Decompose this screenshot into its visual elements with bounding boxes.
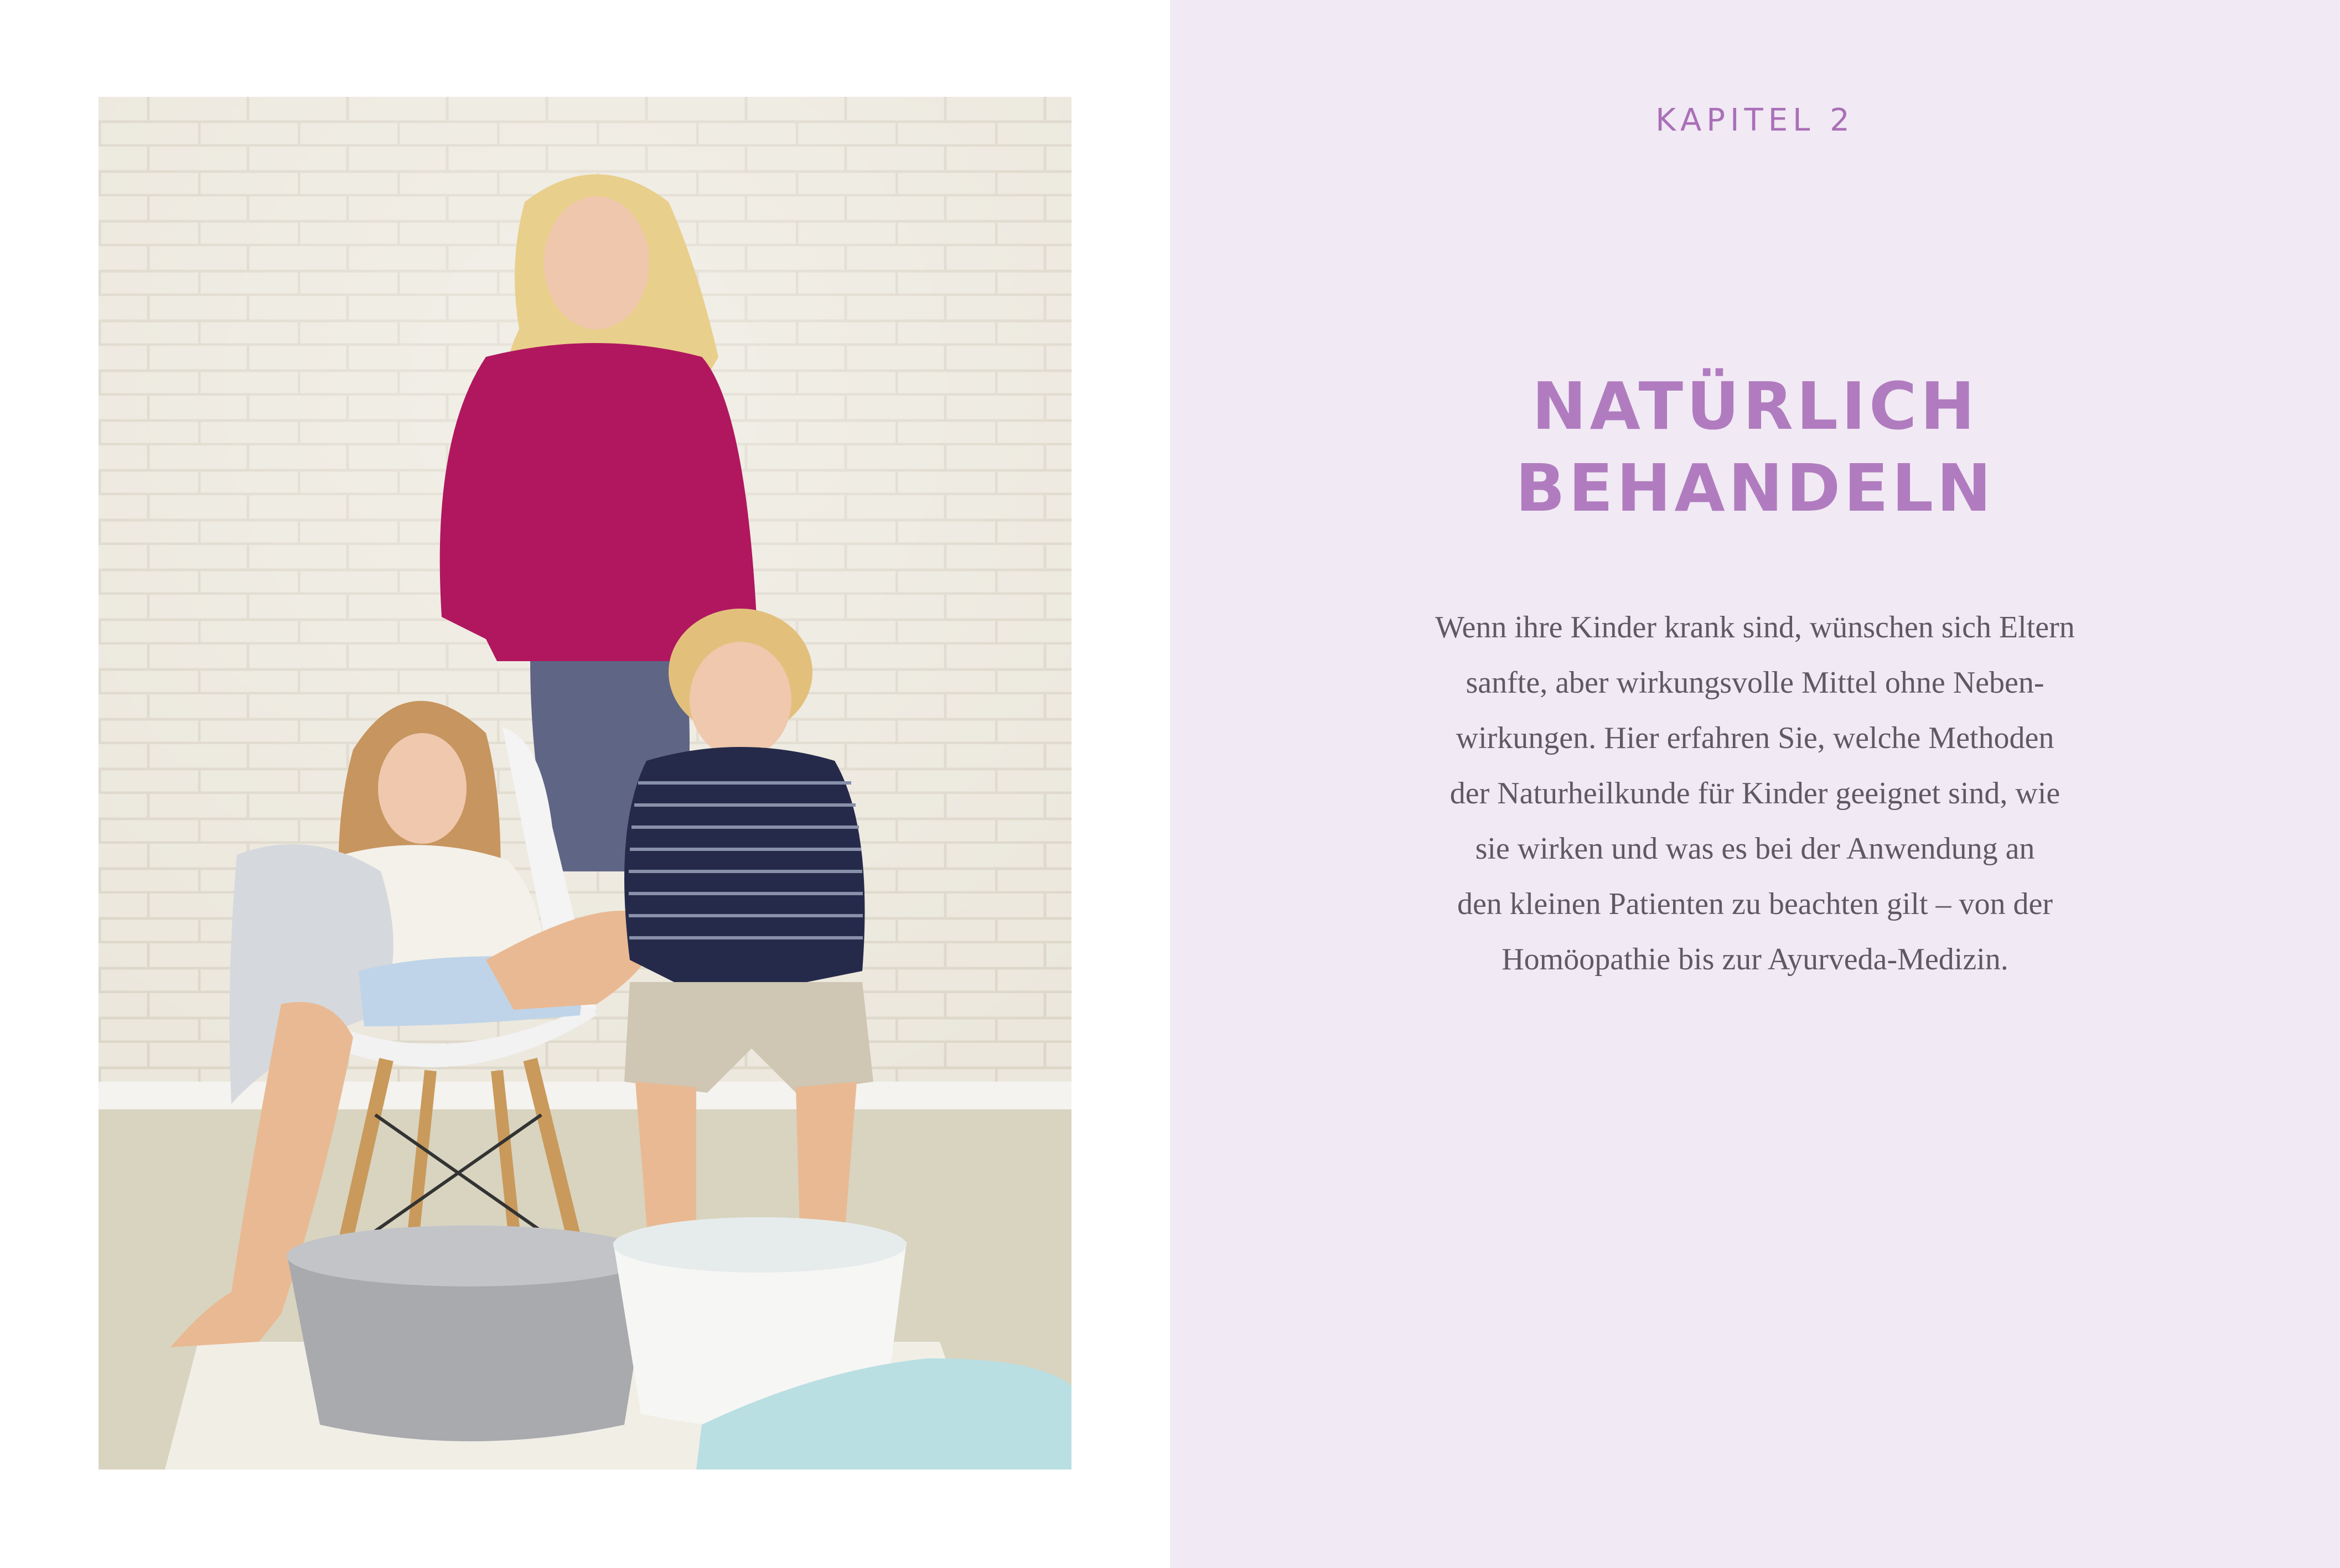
- intro-line: wirkungen. Hier erfahren Sie, welche Methoden: [1456, 721, 2054, 755]
- chapter-intro: [1170, 600, 2340, 987]
- photo-illustration: [99, 97, 1071, 1470]
- intro-line: der Naturheilkunde für Kinder geeignet sind, wie: [1449, 776, 2061, 811]
- boy-face: [690, 642, 791, 758]
- mother-face: [544, 196, 649, 329]
- chapter-title: NATÜRLICH BEHANDELN: [1515, 368, 1995, 526]
- intro-line: sie wirken und was es bei der Anwendung an: [1475, 832, 2035, 866]
- intro-line: Homöopathie bis zur Ayurveda-Medizin.: [1502, 942, 2008, 977]
- chapter-label: KAPITEL 2: [1655, 102, 1855, 138]
- family-photo: [99, 97, 1071, 1470]
- intro-line: den kleinen Patienten zu beachten gilt – von der: [1457, 887, 2053, 921]
- right-page: [1170, 0, 2340, 1568]
- mother-sweater: [440, 343, 757, 661]
- girl-face: [378, 733, 467, 844]
- intro-line: sanfte, aber wirkungsvolle Mittel ohne Neben-: [1466, 666, 2044, 700]
- intro-line: Wenn ihre Kinder krank sind, wünschen sich Eltern: [1435, 610, 2075, 645]
